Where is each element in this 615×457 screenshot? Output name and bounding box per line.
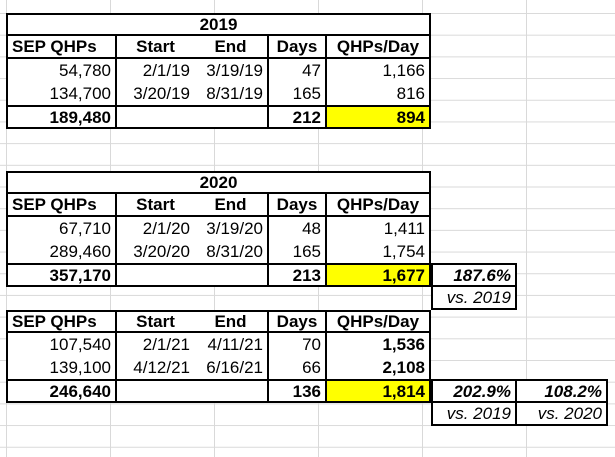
cell-qhps-per-day[interactable]: 1,166 xyxy=(325,59,431,82)
header-days[interactable]: Days xyxy=(269,194,325,217)
header-sep-qhps[interactable]: SEP QHPs xyxy=(6,310,117,333)
cell-qhps-per-day[interactable]: 816 xyxy=(325,82,431,105)
header-sep-qhps[interactable]: SEP QHPs xyxy=(6,36,117,59)
cell-qhps-per-day[interactable]: 1,536 xyxy=(325,333,431,356)
cell-qhps[interactable]: 289,460 xyxy=(6,240,117,263)
cell-end[interactable]: 3/19/20 xyxy=(194,217,269,240)
header-start[interactable]: Start xyxy=(117,194,194,217)
comparison-label[interactable]: vs. 2020 xyxy=(517,403,608,426)
comparison-label[interactable]: vs. 2019 xyxy=(431,403,517,426)
cell-qhps-per-day[interactable]: 2,108 xyxy=(325,356,431,379)
total-qhps-per-day[interactable]: 894 xyxy=(325,105,431,129)
cell-qhps[interactable]: 54,780 xyxy=(6,59,117,82)
total-qhps[interactable]: 189,480 xyxy=(6,105,117,129)
header-start[interactable]: Start xyxy=(117,310,194,333)
cell-qhps[interactable]: 134,700 xyxy=(6,82,117,105)
cell-days[interactable]: 66 xyxy=(269,356,325,379)
total-qhps-per-day[interactable]: 1,677 xyxy=(325,263,431,287)
header-qhps-per-day[interactable]: QHPs/Day xyxy=(325,36,431,59)
header-end[interactable]: End xyxy=(194,194,269,217)
cell-end[interactable]: 6/16/21 xyxy=(194,356,269,379)
cell-end[interactable]: 4/11/21 xyxy=(194,333,269,356)
header-sep-qhps[interactable]: SEP QHPs xyxy=(6,194,117,217)
total-days[interactable]: 136 xyxy=(269,379,325,403)
cell-start[interactable]: 3/20/20 xyxy=(117,240,194,263)
cell-start[interactable]: 2/1/19 xyxy=(117,59,194,82)
header-days[interactable]: Days xyxy=(269,36,325,59)
table-2020-title[interactable]: 2020 xyxy=(6,171,431,194)
cell-start[interactable]: 2/1/21 xyxy=(117,333,194,356)
cell-qhps[interactable]: 107,540 xyxy=(6,333,117,356)
cell-qhps-per-day[interactable]: 1,411 xyxy=(325,217,431,240)
total-start-empty[interactable] xyxy=(117,379,194,403)
cell-days[interactable]: 165 xyxy=(269,240,325,263)
total-end-empty[interactable] xyxy=(194,105,269,129)
total-qhps[interactable]: 246,640 xyxy=(6,379,117,403)
cell-days[interactable]: 47 xyxy=(269,59,325,82)
table-2019-title[interactable]: 2019 xyxy=(6,13,431,36)
comparison-label[interactable]: vs. 2019 xyxy=(431,287,517,310)
total-days[interactable]: 213 xyxy=(269,263,325,287)
cell-end[interactable]: 8/31/20 xyxy=(194,240,269,263)
header-end[interactable]: End xyxy=(194,310,269,333)
header-qhps-per-day[interactable]: QHPs/Day xyxy=(325,310,431,333)
total-start-empty[interactable] xyxy=(117,105,194,129)
cell-end[interactable]: 3/19/19 xyxy=(194,59,269,82)
cell-days[interactable]: 165 xyxy=(269,82,325,105)
cell-qhps[interactable]: 139,100 xyxy=(6,356,117,379)
cell-start[interactable]: 2/1/20 xyxy=(117,217,194,240)
header-qhps-per-day[interactable]: QHPs/Day xyxy=(325,194,431,217)
total-end-empty[interactable] xyxy=(194,263,269,287)
cell-days[interactable]: 48 xyxy=(269,217,325,240)
cell-qhps-per-day[interactable]: 1,754 xyxy=(325,240,431,263)
comparison-pct[interactable]: 108.2% xyxy=(517,379,608,403)
cell-end[interactable]: 8/31/19 xyxy=(194,82,269,105)
header-end[interactable]: End xyxy=(194,36,269,59)
comparison-pct[interactable]: 187.6% xyxy=(431,263,517,287)
cell-days[interactable]: 70 xyxy=(269,333,325,356)
total-start-empty[interactable] xyxy=(117,263,194,287)
header-start[interactable]: Start xyxy=(117,36,194,59)
cell-start[interactable]: 4/12/21 xyxy=(117,356,194,379)
total-qhps-per-day[interactable]: 1,814 xyxy=(325,379,431,403)
total-days[interactable]: 212 xyxy=(269,105,325,129)
total-end-empty[interactable] xyxy=(194,379,269,403)
cell-qhps[interactable]: 67,710 xyxy=(6,217,117,240)
header-days[interactable]: Days xyxy=(269,310,325,333)
total-qhps[interactable]: 357,170 xyxy=(6,263,117,287)
cell-start[interactable]: 3/20/19 xyxy=(117,82,194,105)
comparison-pct[interactable]: 202.9% xyxy=(431,379,517,403)
